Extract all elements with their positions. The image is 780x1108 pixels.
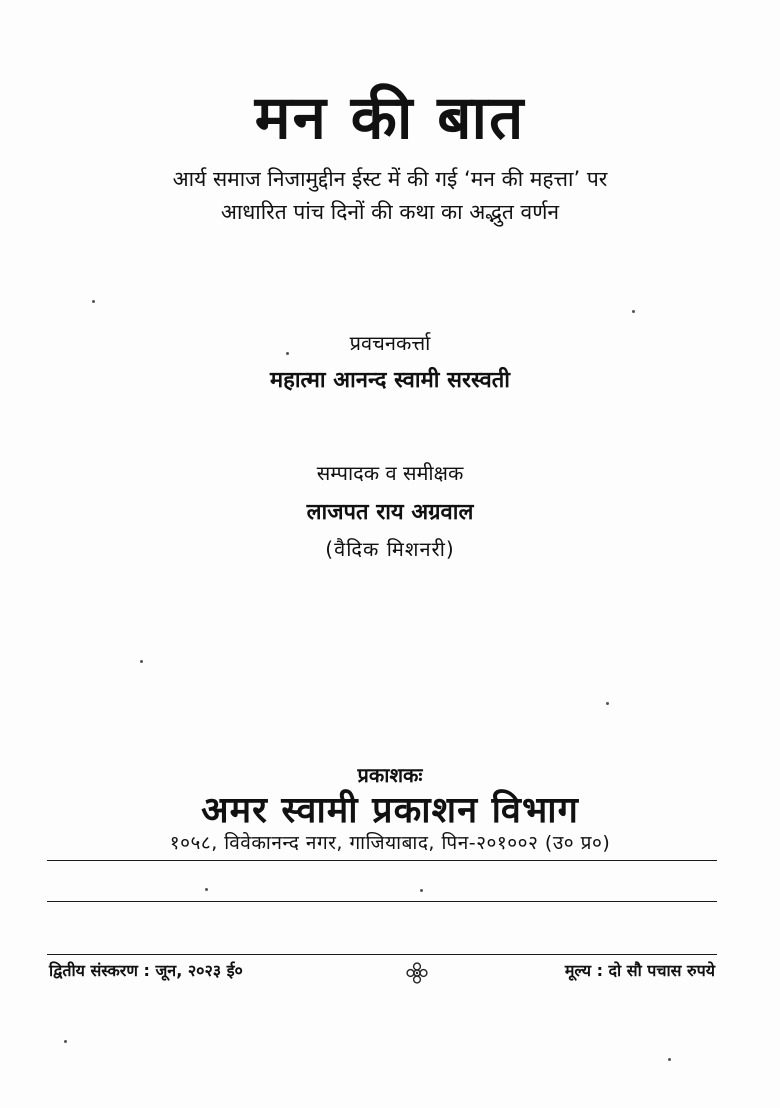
editor-note: (वैदिक मिशनरी) (325, 537, 455, 561)
divider-rule (47, 860, 717, 861)
book-title: मन की बात (254, 83, 526, 153)
scan-speck (632, 310, 635, 313)
subtitle-line-2: आधारित पांच दिनों की कथा का अद्भुत वर्णन (220, 200, 560, 224)
lecturer-name: महात्मा आनन्द स्वामी सरस्वती (270, 368, 510, 393)
publisher-label: प्रकाशकः (357, 763, 423, 787)
footer-bar (47, 958, 717, 988)
scan-speck (420, 889, 423, 892)
scan-speck (92, 300, 95, 303)
lecturer-label: प्रवचनकर्त्ता (349, 331, 431, 355)
editor-name: लाजपत राय अग्रवाल (306, 500, 474, 525)
scan-speck (606, 702, 609, 705)
publisher-name: अमर स्वामी प्रकाशन विभाग (201, 790, 579, 831)
scan-speck (205, 888, 208, 891)
price-info: मूल्य : दो सौ पचास रुपये (564, 961, 715, 980)
scan-speck (286, 352, 289, 355)
edition-info: द्वितीय संस्करण : जून, २०२३ ई० (49, 961, 243, 980)
publisher-address: १०५८, विवेकानन्द नगर, गाजियाबाद, पिन-२०१००२ (उ० प्र०) (169, 832, 611, 854)
divider-rule (47, 954, 717, 955)
subtitle-line-1: आर्य समाज निजामुद्दीन ईस्ट में की गई ‘मन की महत्ता’ पर (172, 167, 608, 191)
flower-ornament-icon (405, 961, 429, 985)
scan-speck (64, 1040, 67, 1043)
divider-rule (47, 901, 717, 902)
editor-label: सम्पादक व समीक्षक (316, 461, 464, 485)
scan-speck (668, 1058, 671, 1061)
scan-speck (140, 660, 143, 663)
